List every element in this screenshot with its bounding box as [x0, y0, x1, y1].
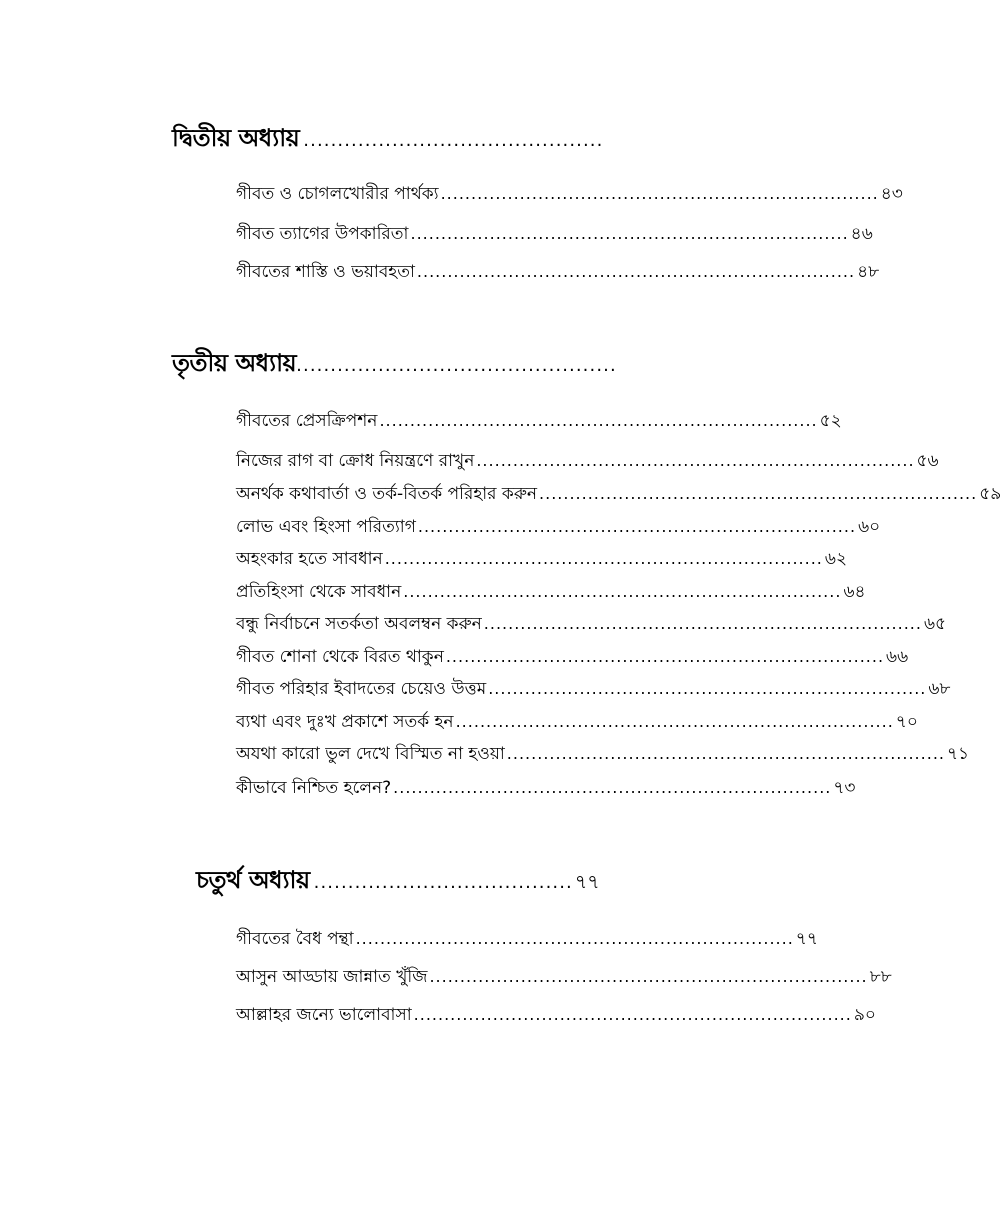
toc-entry-page: ৭০ [895, 712, 918, 732]
dot-leader: ........................................................................ [384, 549, 823, 568]
toc-entry-page: ৯০ [853, 1005, 876, 1025]
toc-entry-title: প্রতিহিংসা থেকে সাবধান [236, 582, 402, 602]
chapter-heading-3 [172, 345, 617, 385]
chapter-heading-4 [196, 862, 600, 902]
toc-entry-title: অযথা কারো ভুল দেখে বিস্মিত না হওয়া [236, 744, 505, 764]
toc-entry[interactable] [236, 709, 918, 739]
toc-entry-title: আসুন আড্ডায় জান্নাত খুঁজি [236, 967, 428, 987]
toc-entry[interactable] [236, 1002, 876, 1032]
chapter-title: চতুর্থ অধ্যায় [196, 866, 310, 894]
toc-entry[interactable] [236, 579, 866, 609]
toc-entry-title: গীবত শোনা থেকে বিরত থাকুন [236, 647, 444, 667]
toc-entry-title: লোভ এবং হিংসা পরিত্যাগ [236, 517, 416, 537]
toc-entry[interactable] [236, 775, 856, 805]
toc-entry-title: অহংকার হতে সাবধান [236, 549, 383, 569]
toc-entry-page: ৭৭ [795, 929, 818, 949]
dot-leader: ........................................................................ [539, 484, 978, 503]
toc-entry[interactable] [236, 741, 970, 771]
dot-leader: ...................................... [313, 872, 573, 893]
toc-entry-page: ৭১ [946, 744, 970, 764]
toc-entry-title: গীবত পরিহার ইবাদতের চেয়েও উত্তম [236, 679, 487, 699]
toc-entry-page: ৪৩ [880, 184, 903, 204]
toc-entry[interactable] [236, 514, 881, 544]
toc-entry[interactable] [236, 259, 880, 289]
toc-entry-page: ৫২ [819, 411, 842, 431]
toc-entry-title: নিজের রাগ বা ক্রোধ নিয়ন্ত্রণে রাখুন [236, 451, 475, 471]
toc-entry-page: ৪৬ [850, 224, 873, 244]
toc-entry-title: গীবতের শাস্তি ও ভয়াবহতা [236, 262, 415, 282]
dot-leader: ........................................................................ [403, 582, 842, 601]
toc-entry-page: ৪৮ [857, 262, 880, 282]
dot-leader: ........................................................................ [417, 517, 857, 536]
toc-entry-title: কীভাবে নিশ্চিত হলেন? [236, 778, 392, 798]
dot-leader: ........................................................................ [379, 411, 818, 430]
toc-entry-page: ৬৪ [843, 582, 866, 602]
toc-entry[interactable] [236, 964, 892, 994]
toc-entry[interactable] [236, 181, 903, 211]
toc-entry-title: ব্যথা এবং দুঃখ প্রকাশে সতর্ক হন [236, 712, 454, 732]
dot-leader: ........................................................................ [416, 262, 856, 281]
toc-entry-title: অনর্থক কথাবার্তা ও তর্ক-বিতর্ক পরিহার করুন [236, 484, 538, 504]
chapter-title: তৃতীয় অধ্যায় [172, 349, 297, 377]
toc-entry[interactable] [236, 221, 873, 251]
toc-entry[interactable] [236, 408, 842, 438]
dot-leader: ........................................................................ [483, 614, 922, 633]
toc-entry-title: গীবতের বৈধ পন্থা [236, 929, 354, 949]
toc-entry-page: ৭৩ [833, 778, 856, 798]
toc-entry-page: ৫৯ [979, 484, 1001, 504]
dot-leader: ........................................................................ [445, 647, 885, 666]
toc-entry[interactable] [236, 926, 818, 956]
toc-entry-page: ৮৮ [869, 967, 892, 987]
chapter-page: ৭৭ [574, 871, 600, 893]
dot-leader: ........................................................................ [429, 967, 868, 986]
toc-entry[interactable] [236, 644, 909, 674]
toc-entry[interactable] [236, 546, 847, 576]
toc-entry-page: ৬৫ [923, 614, 947, 634]
toc-entry-page: ৬০ [858, 517, 881, 537]
toc-entry[interactable] [236, 611, 947, 641]
dot-leader: ............................................... [296, 355, 617, 376]
dot-leader: ............................................ [303, 130, 604, 151]
toc-entry-title: আল্লাহর জন্যে ভালোবাসা [236, 1005, 412, 1025]
toc-entry-page: ৬২ [824, 549, 847, 569]
dot-leader: ........................................................................ [440, 184, 879, 203]
toc-entry-page: ৫৬ [916, 451, 939, 471]
toc-entry[interactable] [236, 448, 939, 478]
toc-entry-title: গীবত ও চোগলখোরীর পার্থক্য [236, 184, 439, 204]
dot-leader: ........................................................................ [455, 712, 894, 731]
dot-leader: ........................................................................ [410, 224, 849, 243]
dot-leader: ........................................................................ [355, 929, 794, 948]
dot-leader: ........................................................................ [488, 679, 927, 698]
dot-leader: ........................................................................ [393, 778, 832, 797]
dot-leader: ........................................................................ [476, 451, 915, 470]
toc-entry-title: গীবতের প্রেসক্রিপশন [236, 411, 378, 431]
toc-entry-title: গীবত ত্যাগের উপকারিতা [236, 224, 409, 244]
toc-entry[interactable] [236, 481, 1001, 511]
dot-leader: ........................................................................ [413, 1005, 852, 1024]
chapter-title: দ্বিতীয় অধ্যায় [172, 124, 300, 152]
toc-entry-page: ৬৮ [928, 679, 951, 699]
dot-leader: ........................................................................ [506, 744, 945, 763]
toc-entry[interactable] [236, 676, 951, 706]
toc-entry-page: ৬৬ [886, 647, 909, 667]
chapter-heading-2 [172, 120, 603, 160]
toc-entry-title: বন্ধু নির্বাচনে সতর্কতা অবলম্বন করুন [236, 614, 482, 634]
